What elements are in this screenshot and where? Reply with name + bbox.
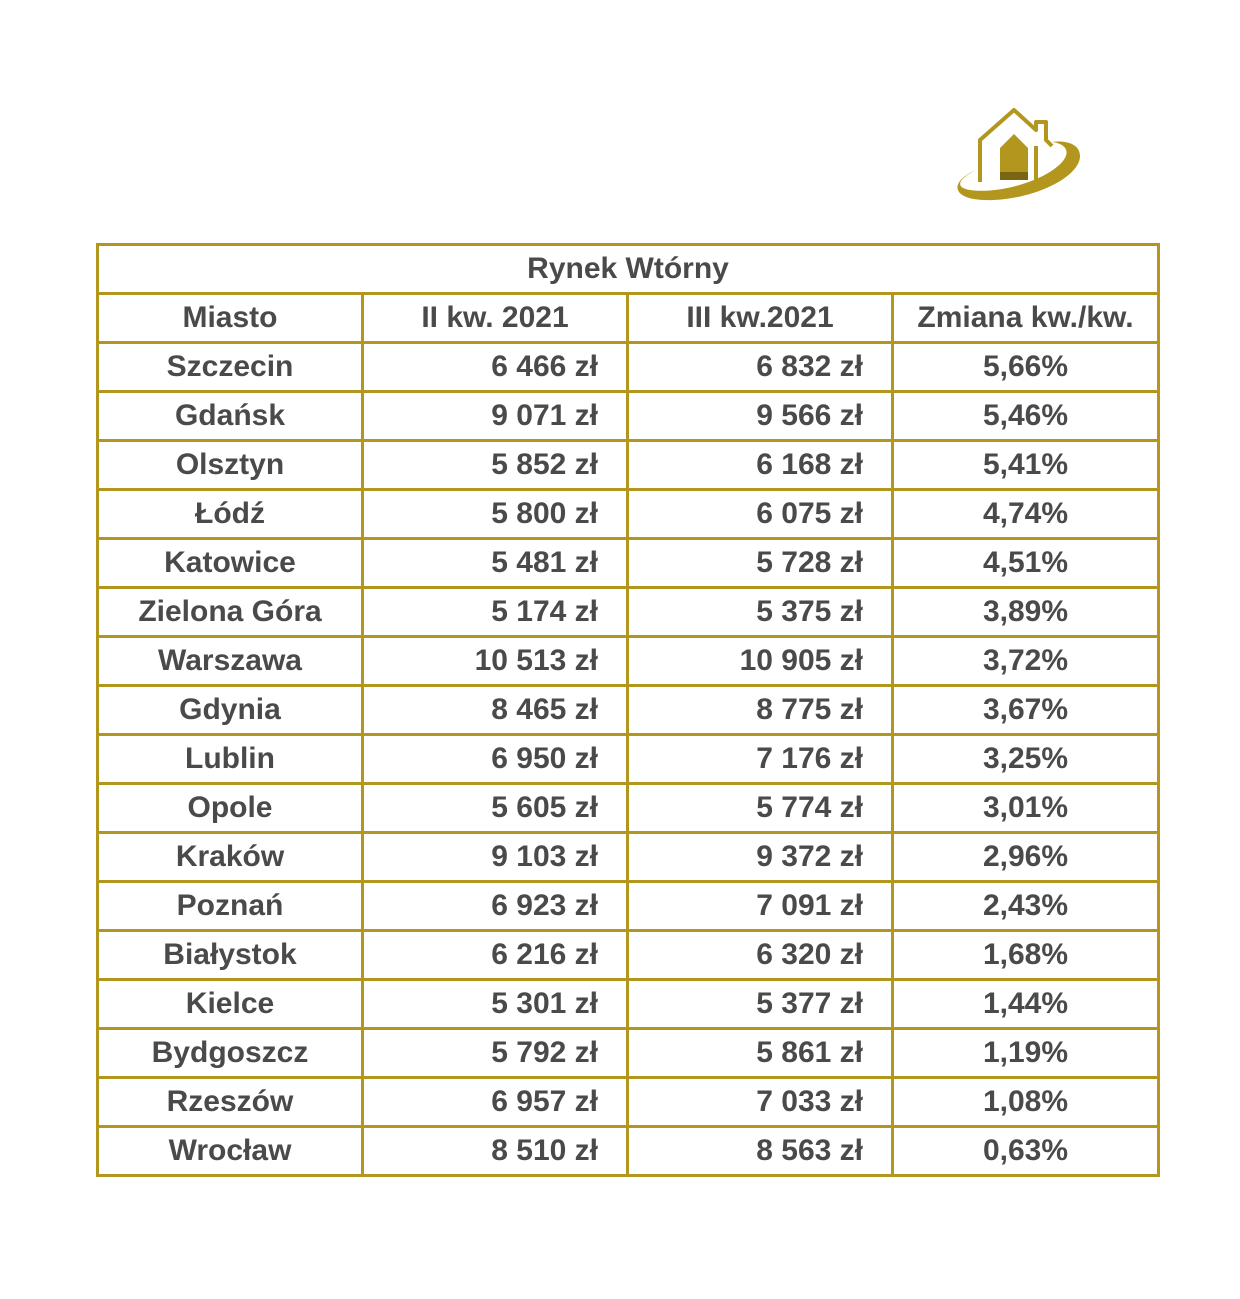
price-q3-cell: 5 774 zł [628, 784, 893, 833]
price-q3-cell: 9 372 zł [628, 833, 893, 882]
city-cell: Lublin [98, 735, 363, 784]
column-header-q3-2021: III kw.2021 [628, 294, 893, 343]
change-cell: 1,44% [893, 980, 1159, 1029]
city-cell: Gdańsk [98, 392, 363, 441]
price-q3-cell: 6 168 zł [628, 441, 893, 490]
table-row [98, 637, 1159, 686]
city-cell: Kielce [98, 980, 363, 1029]
table-row [98, 980, 1159, 1029]
city-cell: Opole [98, 784, 363, 833]
table-row [98, 441, 1159, 490]
change-cell: 2,96% [893, 833, 1159, 882]
city-cell: Zielona Góra [98, 588, 363, 637]
table-row [98, 1078, 1159, 1127]
table-row [98, 686, 1159, 735]
price-q3-cell: 7 033 zł [628, 1078, 893, 1127]
city-cell: Rzeszów [98, 1078, 363, 1127]
city-cell: Białystok [98, 931, 363, 980]
change-cell: 3,89% [893, 588, 1159, 637]
price-table-container [96, 243, 1157, 1177]
city-cell: Kraków [98, 833, 363, 882]
change-cell: 5,66% [893, 343, 1159, 392]
table-row [98, 588, 1159, 637]
price-q2-cell: 8 465 zł [363, 686, 628, 735]
price-q3-cell: 6 320 zł [628, 931, 893, 980]
city-cell: Łódź [98, 490, 363, 539]
price-q3-cell: 8 563 zł [628, 1127, 893, 1176]
table-row [98, 735, 1159, 784]
price-q2-cell: 10 513 zł [363, 637, 628, 686]
price-q2-cell: 9 103 zł [363, 833, 628, 882]
city-cell: Katowice [98, 539, 363, 588]
column-header-change: Zmiana kw./kw. [893, 294, 1159, 343]
price-q3-cell: 10 905 zł [628, 637, 893, 686]
price-q2-cell: 6 923 zł [363, 882, 628, 931]
column-header-city: Miasto [98, 294, 363, 343]
price-q2-cell: 6 216 zł [363, 931, 628, 980]
price-q2-cell: 6 466 zł [363, 343, 628, 392]
change-cell: 3,25% [893, 735, 1159, 784]
change-cell: 1,19% [893, 1029, 1159, 1078]
change-cell: 5,46% [893, 392, 1159, 441]
price-q2-cell: 6 957 zł [363, 1078, 628, 1127]
change-cell: 2,43% [893, 882, 1159, 931]
price-q2-cell: 5 174 zł [363, 588, 628, 637]
table-title: Rynek Wtórny [98, 245, 1159, 294]
price-q2-cell: 8 510 zł [363, 1127, 628, 1176]
table-row [98, 490, 1159, 539]
price-q2-cell: 5 605 zł [363, 784, 628, 833]
price-q2-cell: 5 481 zł [363, 539, 628, 588]
price-q3-cell: 5 861 zł [628, 1029, 893, 1078]
column-header-q2-2021: II kw. 2021 [363, 294, 628, 343]
price-q2-cell: 9 071 zł [363, 392, 628, 441]
table-row [98, 833, 1159, 882]
change-cell: 5,41% [893, 441, 1159, 490]
change-cell: 0,63% [893, 1127, 1159, 1176]
table-row [98, 784, 1159, 833]
price-q2-cell: 6 950 zł [363, 735, 628, 784]
city-cell: Bydgoszcz [98, 1029, 363, 1078]
city-cell: Poznań [98, 882, 363, 931]
table-row [98, 1029, 1159, 1078]
price-q2-cell: 5 792 zł [363, 1029, 628, 1078]
change-cell: 4,74% [893, 490, 1159, 539]
city-cell: Wrocław [98, 1127, 363, 1176]
price-q2-cell: 5 301 zł [363, 980, 628, 1029]
table-row [98, 392, 1159, 441]
price-q3-cell: 7 091 zł [628, 882, 893, 931]
price-table [96, 243, 1160, 1177]
change-cell: 3,72% [893, 637, 1159, 686]
table-row [98, 882, 1159, 931]
city-cell: Szczecin [98, 343, 363, 392]
city-cell: Warszawa [98, 637, 363, 686]
price-q3-cell: 5 728 zł [628, 539, 893, 588]
change-cell: 1,68% [893, 931, 1159, 980]
table-title-row [98, 245, 1159, 294]
price-q3-cell: 9 566 zł [628, 392, 893, 441]
house-logo-icon [948, 104, 1088, 208]
price-q3-cell: 7 176 zł [628, 735, 893, 784]
city-cell: Gdynia [98, 686, 363, 735]
price-q2-cell: 5 800 zł [363, 490, 628, 539]
table-body [98, 343, 1159, 1176]
price-q2-cell: 5 852 zł [363, 441, 628, 490]
table-row [98, 1127, 1159, 1176]
city-cell: Olsztyn [98, 441, 363, 490]
change-cell: 1,08% [893, 1078, 1159, 1127]
change-cell: 4,51% [893, 539, 1159, 588]
change-cell: 3,01% [893, 784, 1159, 833]
table-row [98, 343, 1159, 392]
price-q3-cell: 5 377 zł [628, 980, 893, 1029]
table-header-row [98, 294, 1159, 343]
price-q3-cell: 6 075 zł [628, 490, 893, 539]
price-q3-cell: 8 775 zł [628, 686, 893, 735]
table-row [98, 931, 1159, 980]
change-cell: 3,67% [893, 686, 1159, 735]
price-q3-cell: 5 375 zł [628, 588, 893, 637]
price-q3-cell: 6 832 zł [628, 343, 893, 392]
table-row [98, 539, 1159, 588]
